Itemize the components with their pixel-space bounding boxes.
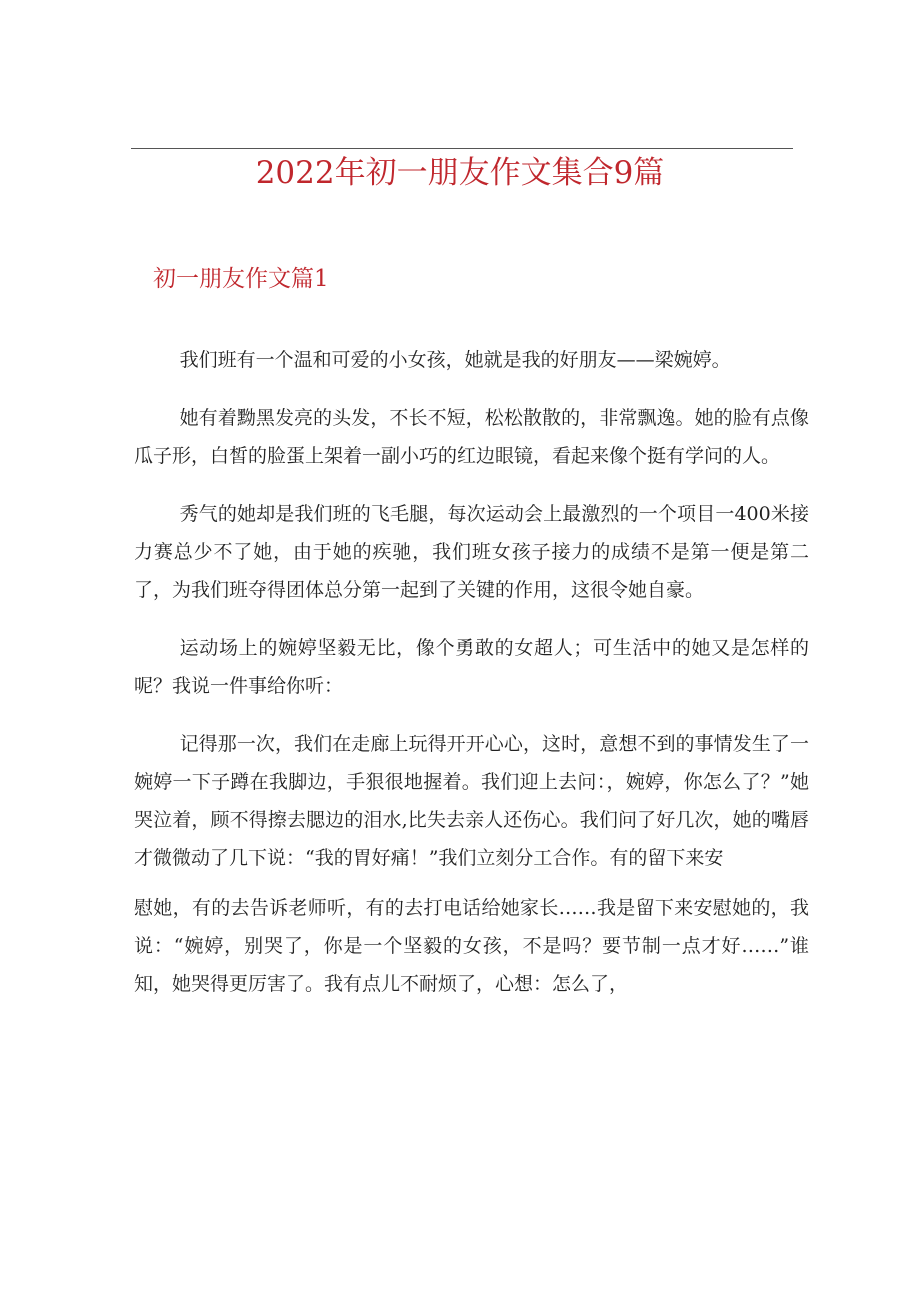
paragraph: 记得那一次，我们在走廊上玩得开开心心，这时，意想不到的事情发生了一婉婷一下子蹲在我脚边，手狠很地握着。我们迎上去问：，婉婷，你怎么了？”她哭泣着，顾不得擦去腮边的泪水,比失去亲人还伤心。我们问了好几次，她的嘴唇才微微动了几下说：“我的胃好痛！”我们立刻分工合作。有的留下来安 [134,733,809,869]
paragraph-continuation: 慰她，有的去告诉老师听，有的去打电话给她家长……我是留下来安慰她的，我说：“婉婷，别哭了，你是一个坚毅的女孩，不是吗？要节制一点才好……”谁知，她哭得更厉害了。我有点儿不耐烦了，心想：怎么了， [134,897,809,995]
paragraph: 秀气的她却是我们班的飞毛腿，每次运动会上最激烈的一个项目一400米接力赛总少不了她，由于她的疾驰，我们班女孩子接力的成绩不是第一便是第二了，为我们班夺得团体总分第一起到了关键的作用，这很令她自豪。 [134,503,809,601]
paragraph: 运动场上的婉婷坚毅无比，像个勇敢的女超人；可生活中的她又是怎样的呢？我说一件事给你听： [134,637,809,697]
document-body [134,341,809,1003]
paragraph: 她有着黝黑发亮的头发，不长不短，松松散散的，非常飘逸。她的脸有点像瓜子形，白皙的脸蛋上架着一副小巧的红边眼镜，看起来像个挺有学问的人。 [134,407,809,467]
document-title: 2022年初一朋友作文集合9篇 [255,155,665,191]
paragraph: 我们班有一个温和可爱的小女孩，她就是我的好朋友——梁婉婷。 [179,349,731,371]
header-rule [131,148,793,149]
section-heading: 初一朋友作文篇1 [153,266,329,292]
